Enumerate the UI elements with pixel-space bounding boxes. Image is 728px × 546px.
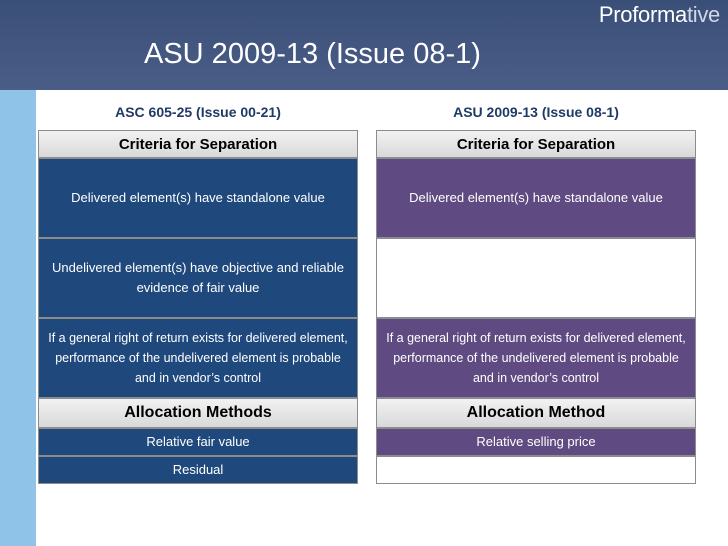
asc-criterion-right-of-return: If a general right of return exists for delivered element, performance of the undelivered element is probable and in vendor’s control	[38, 318, 358, 398]
asu-column-heading: ASU 2009-13 (Issue 08-1)	[453, 104, 619, 120]
asu-criterion-removed	[376, 238, 696, 318]
asc-criterion-standalone-value: Delivered element(s) have standalone value	[38, 158, 358, 238]
side-accent-bar	[0, 90, 36, 546]
asu-criteria-header: Criteria for Separation	[376, 130, 696, 158]
asu-criterion-right-of-return: If a general right of return exists for delivered element, performance of the undelivered element is probable and in vendor’s control	[376, 318, 696, 398]
slide-title: ASU 2009-13 (Issue 08-1)	[144, 38, 481, 70]
asu-allocation-relative-selling-price: Relative selling price	[376, 428, 696, 456]
asc-allocation-residual: Residual	[38, 456, 358, 484]
asc-allocation-header: Allocation Methods	[38, 398, 358, 428]
asc-criteria-header: Criteria for Separation	[38, 130, 358, 158]
proformative-logo: Proformative	[598, 2, 720, 27]
asc-criterion-fair-value-evidence: Undelivered element(s) have objective and reliable evidence of fair value	[38, 238, 358, 318]
asu-allocation-header: Allocation Method	[376, 398, 696, 428]
slide-header	[0, 0, 728, 90]
asu-criterion-standalone-value: Delivered element(s) have standalone value	[376, 158, 696, 238]
asc-column-heading: ASC 605-25 (Issue 00-21)	[115, 104, 281, 120]
asu-allocation-empty	[376, 456, 696, 484]
asc-allocation-relative-fair-value: Relative fair value	[38, 428, 358, 456]
